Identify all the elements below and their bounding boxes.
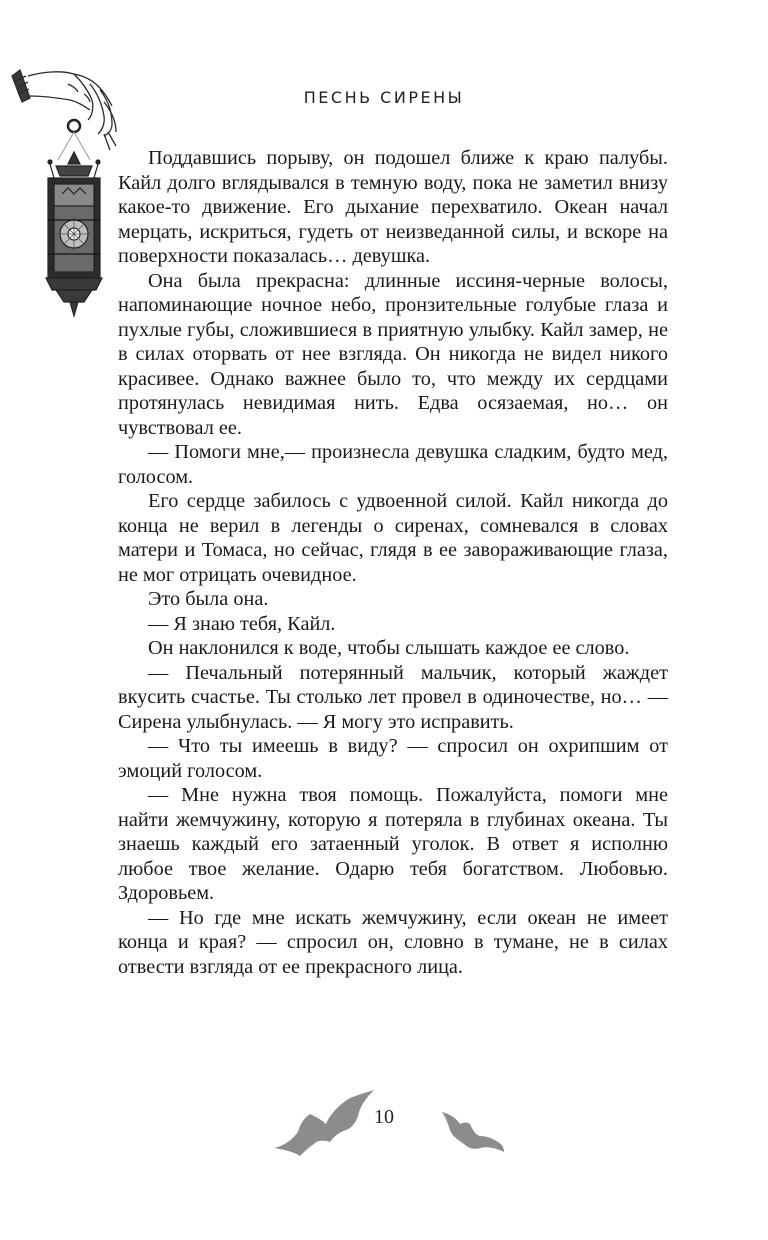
- paragraph: Это была она.: [148, 588, 269, 610]
- paragraph: — Печальный потерянный мальчик, который жаждет вкусить счастье. Ты столько лет провел в одиночестве, но… — Сирена улыбнулась. — Я могу это исправить.: [118, 661, 668, 733]
- bat-right-icon: [440, 1108, 505, 1153]
- paragraph: — Но где мне искать жемчужину, если океан не имеет конца и края? — спросил он, словно в тумане, не в силах отвести взгляда от ее прекрасного лица.: [118, 906, 668, 978]
- page-number: 10: [374, 1106, 394, 1128]
- paragraph: Поддавшись порыву, он подошел ближе к краю палубы. Кайл долго вглядывался в темную воду, пока не заметил внизу какое-то движение. Его дыхание перехватило. Океан начал мерцать, искриться, гудеть от неизведанной силы, и вскоре на поверхности показалась… девушка.: [118, 147, 668, 267]
- paragraph: Его сердце забилось с удвоенной силой. Кайл никогда до конца не верил в легенды о сиренах, сомневался в словах матери и Томаса, но сейчас, глядя в ее завораживающие глаза, не мог отрицать очевидное.: [118, 490, 668, 586]
- paragraph: — Мне нужна твоя помощь. Пожалуйста, помоги мне найти жемчужину, которую я потеряла в глубинах океана. Ты знаешь каждый его затаенный уголок. В ответ я исполню любое твое желание. Одарю тебя богатством. Любовью. Здоровьем.: [118, 784, 668, 904]
- paragraph: — Помоги мне,— произнесла девушка сладким, будто мед, голосом.: [118, 441, 668, 488]
- body-text: [118, 146, 668, 979]
- paragraph: — Я знаю тебя, Кайл.: [148, 612, 336, 635]
- paragraph: — Что ты имеешь в виду? — спросил он охрипшим от эмоций голосом.: [118, 735, 668, 782]
- running-title: ПЕСНЬ СИРЕНЫ: [303, 88, 465, 107]
- paragraph: Она была прекрасна: длинные иссиня-черные волосы, напоминающие ночное небо, пронзительные голубые глаза и пухлые губы, сложившиеся в приятную улыбку. Кайл замер, не в силах оторвать от нее взгляда. Он никогда не видел никого красивее. Однако важнее было то, что между их сердцами протянулась невидимая нить. Едва осязаемая, но… он чувствовал ее.: [118, 269, 668, 439]
- paragraph: Он наклонился к воде, чтобы слышать каждое ее слово.: [148, 637, 630, 659]
